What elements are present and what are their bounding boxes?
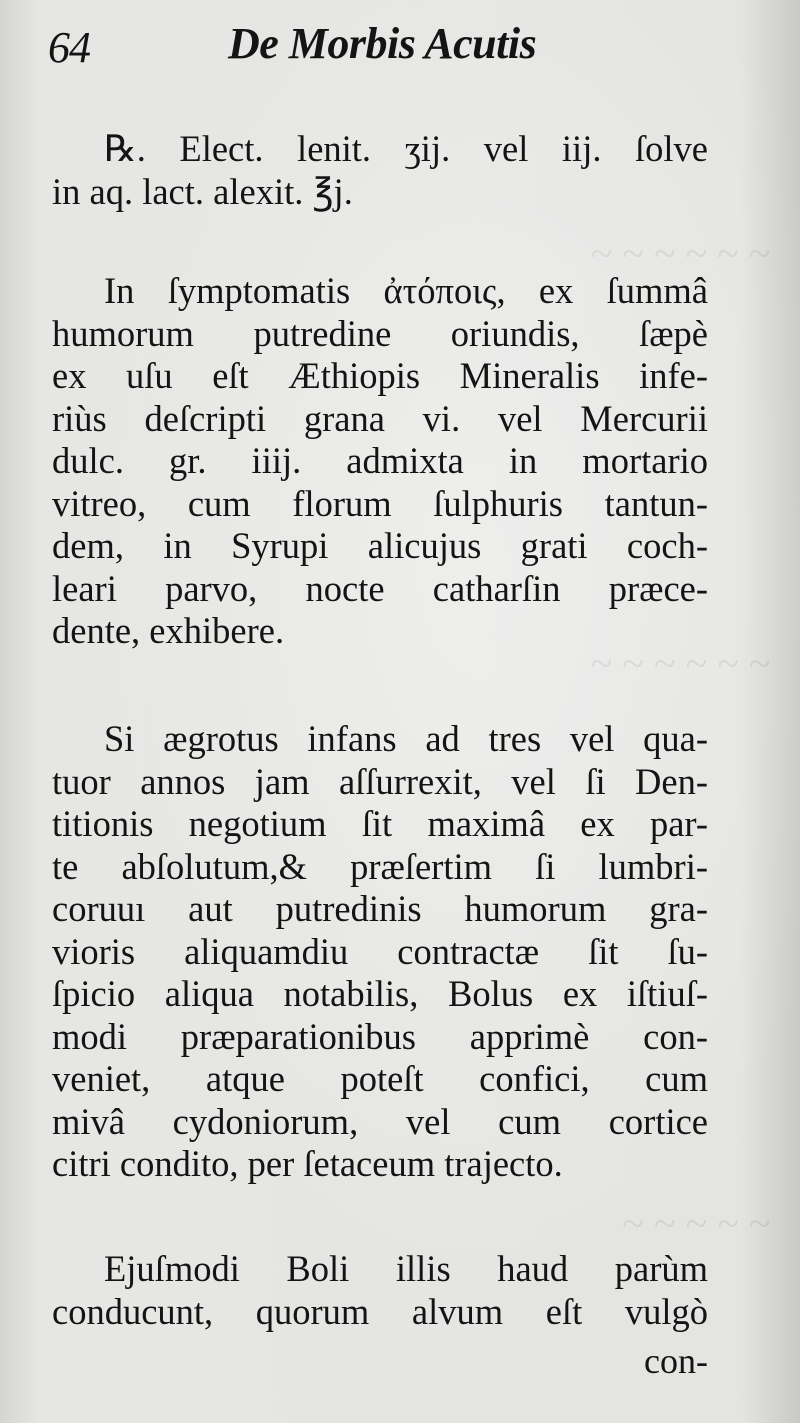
- text-line: coruuı aut putredinis humorum gra-: [52, 888, 708, 929]
- text-line: modi præparationibus apprimè con-: [52, 1015, 708, 1057]
- paragraph-boli: [52, 1248, 708, 1333]
- text-line: ℞. Elect. lenit. ʒij. vel iij. ſolve: [104, 128, 708, 169]
- text-line: titionis negotium ſit maximâ ex par-: [52, 803, 708, 844]
- text-line: Si ægrotus infans ad tres vel qua-: [104, 718, 708, 759]
- text-line: riùs deſcripti grana vi. vel Mercurii: [52, 397, 708, 439]
- text-line: veniet, atque poteſt confici, cum: [52, 1058, 708, 1099]
- paragraph-symptoms: [52, 270, 708, 653]
- text-line: ex uſu eſt Æthiopis Mineralis infe-: [52, 355, 708, 396]
- bleed-through-text: ~ ~ ~ ~ ~ ~: [590, 641, 770, 686]
- text-line: humorum putredine oriundis, ſæpè: [52, 312, 708, 354]
- bleed-through-text: ~ ~ ~ ~ ~: [621, 1201, 770, 1246]
- text-line: vitreo, cum florum ſulphuris tantun-: [52, 482, 708, 524]
- text-line: conducunt, quorum alvum eſt vulgò: [52, 1290, 708, 1332]
- text-line: leari parvo, nocte catharſin præce-: [52, 567, 708, 609]
- running-head: De Morbis Acutis: [228, 19, 537, 68]
- page-number: 64: [48, 23, 90, 72]
- bleed-through-text: ~ ~ ~ ~ ~ ~: [590, 231, 770, 276]
- text-line: dulc. gr. iiij. admixta in mortario: [52, 440, 708, 481]
- text-line: tuor annos jam aſſurrexit, vel ſi Den-: [52, 760, 708, 802]
- text-line: in aq. lact. alexit. ℥j.: [52, 170, 353, 212]
- text-line: mivâ cydoniorum, vel cum cortice: [52, 1100, 708, 1142]
- catchword: con-: [644, 1341, 708, 1381]
- text-line: ſpicio aliqua notabilis, Bolus ex iſtiuſ-: [52, 973, 708, 1014]
- text-line: dente, exhibere.: [52, 610, 285, 651]
- text-line: In ſymptomatis ἀτόποις, ex ſummâ: [104, 270, 708, 311]
- text-line: Ejuſmodi Boli illis haud parùm: [104, 1248, 708, 1289]
- text-line: te abſolutum,& præſertim ſi lumbri-: [52, 845, 708, 887]
- text-line: dem, in Syrupi alicujus grati coch-: [52, 525, 708, 566]
- paragraph-infant: [52, 718, 708, 1186]
- text-line: vioris aliquamdiu contractæ ſit ſu-: [52, 930, 708, 972]
- page-header: [48, 18, 728, 88]
- text-line: citri condito, per ſetaceum trajecto.: [52, 1143, 563, 1184]
- paragraph-prescription: [52, 128, 708, 213]
